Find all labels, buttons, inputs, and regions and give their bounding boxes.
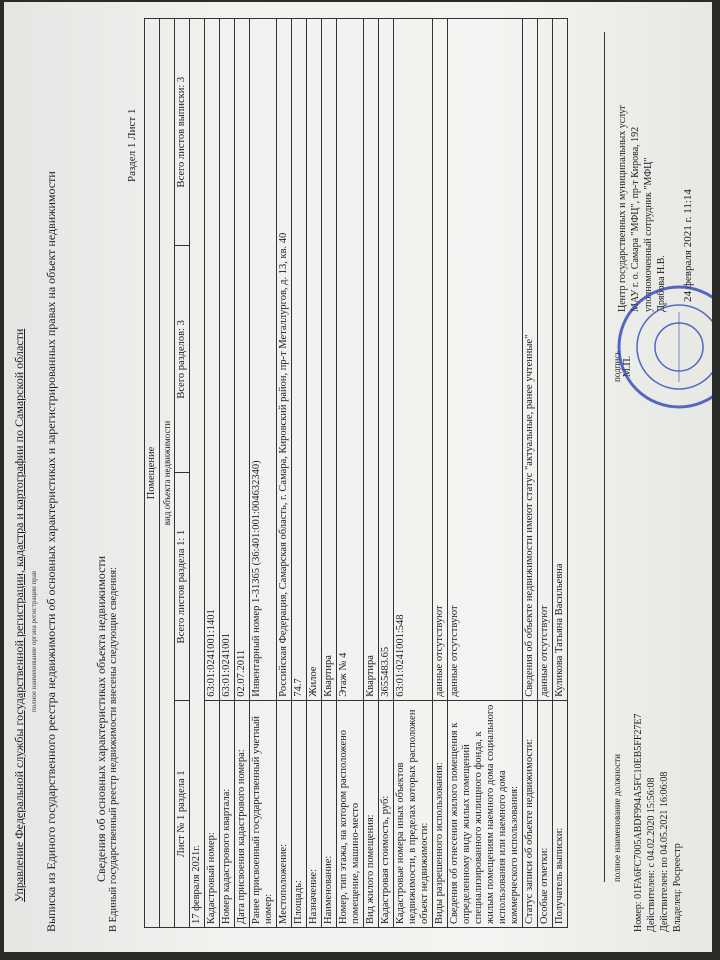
table-row: [205, 19, 220, 928]
row-label: Площадь:: [292, 700, 307, 927]
row-label: Наименование:: [322, 700, 337, 927]
mp-label: М.П.: [622, 355, 633, 377]
table-row: [379, 19, 394, 928]
issuer-line-1: Центр государственных и муниципальных услуг: [617, 104, 628, 312]
cert-number: Номер: 01FA6FC7005ABDF994A5FC10EB5FF27E7: [633, 713, 644, 932]
row-label: Статус записи об объекте недвижимости:: [523, 700, 538, 927]
table-date: 17 февраля 2021г.: [190, 19, 205, 928]
row-label: Кадастровая стоимость, руб:: [379, 700, 394, 927]
document-title: Выписка из Единого государственного реестра недвижимости об основных характеристиках и зарегистрированных правах на объект недвижимости: [44, 171, 58, 932]
table-row: [337, 19, 364, 928]
table-row: [538, 19, 553, 928]
row-value: Российская Федерация, Самарская область, г. Самара, Кировский район, пр-т Металлургов, д. 13, кв. 40: [277, 19, 292, 701]
row-value: 02.07.2011: [235, 19, 250, 701]
sheets-in-section: Всего листов раздела 1: 1: [175, 473, 190, 700]
row-label: Местоположение:: [277, 700, 292, 927]
agency-subcaption: полное наименование органа регистрации прав: [30, 570, 38, 712]
row-label: Кадастровые номера иных объектов недвижимости, в пределах которых расположен объект недвижимости:: [394, 700, 433, 927]
row-value: 63:01:0241001:1401: [205, 19, 220, 701]
document-sheet: [4, 2, 712, 952]
row-label: Номер кадастрового квартала:: [220, 700, 235, 927]
row-value: данные отсутствуют: [433, 19, 448, 701]
sections-total: Всего разделов: 3: [175, 246, 190, 473]
cert-valid-from: Действителен: с 04.02.2020 15:56:08: [646, 777, 657, 932]
row-label: Виды разрешенного использования:: [433, 700, 448, 927]
issuer-block: [616, 105, 668, 312]
table-rows: [205, 19, 568, 928]
cert-valid-to: Действителен: по 04.05.2021 16:06:08: [659, 771, 670, 932]
rotated-page: [4, 2, 704, 942]
certificate-block: [632, 714, 684, 933]
table-row: [523, 19, 538, 928]
row-label: Получатель выписки:: [553, 700, 568, 927]
issuer-line-3: уполномоченный сотрудник "МФЦ": [643, 157, 654, 312]
row-label: Вид жилого помещения:: [364, 700, 379, 927]
row-label: Дата присвоения кадастрового номера:: [235, 700, 250, 927]
table-row: [277, 19, 292, 928]
table-row: [220, 19, 235, 928]
table-row: [250, 19, 277, 928]
row-value: 63:01:0241001: [220, 19, 235, 701]
table-row: [322, 19, 337, 928]
row-value: Жилое: [307, 19, 322, 701]
signature-line: [604, 32, 605, 882]
row-value: Квартира: [322, 19, 337, 701]
sheet-no: Лист № 1 раздела 1: [175, 700, 190, 927]
row-label: Номер, тип этажа, на котором расположено помещение, машино-место: [337, 700, 364, 927]
row-value: Куликова Татьяна Васильевна: [553, 19, 568, 701]
table-row: [364, 19, 379, 928]
issue-date: 24 февраля 2021 г. 11:14: [682, 189, 694, 302]
row-value: Инвентарный номер 1-31365 (36:401:001:004632340): [250, 19, 277, 701]
table-row: [448, 19, 523, 928]
issuer-line-2: МАУ г. о. Самара "МФЦ", пр-т Кирова, 192: [630, 126, 641, 312]
table-row: [292, 19, 307, 928]
row-label: Назначение:: [307, 700, 322, 927]
sheets-total: Всего листов выписки: 3: [175, 19, 190, 246]
section-title: Сведения об основных характеристиках объекта недвижимости: [94, 555, 108, 882]
table-row: [433, 19, 448, 928]
row-value: 74.7: [292, 19, 307, 701]
object-type: Помещение: [145, 19, 160, 928]
row-value: Квартира: [364, 19, 379, 701]
intro-text: В Единый государственный реестр недвижимости внесены следующие сведения:: [108, 566, 119, 932]
row-value: 3655483.65: [379, 19, 394, 701]
object-type-sub: вид объекта недвижимости: [160, 19, 175, 928]
signature-label: подпись: [612, 350, 622, 382]
issuer-line-4: Дрябова Н.В.: [656, 255, 667, 312]
agency-header: Управление Федеральной службы государственной регистрации, кадастра и картографии по Самарской области: [12, 328, 26, 902]
row-value: Этаж № 4: [337, 19, 364, 701]
row-value: данные отсутствуют: [448, 19, 523, 701]
position-label: полное наименование должности: [612, 754, 622, 882]
row-value: 63:01:0241001:548: [394, 19, 433, 701]
table-row: [235, 19, 250, 928]
cert-owner: Владелец: Росреестр: [672, 843, 683, 932]
row-label: Кадастровый номер:: [205, 700, 220, 927]
table-row: [553, 19, 568, 928]
round-stamp-icon: [614, 282, 712, 412]
row-value: Сведения об объекте недвижимости имеют статус "актуальные, ранее учтенные": [523, 19, 538, 701]
row-label: Сведения об отнесении жилого помещения к определенному виду жилых помещений специализированного жилищного фонда, к жилым помещениям наемного дома социального использования или наемного дома коммерческого использования:: [448, 700, 523, 927]
table-row: [394, 19, 433, 928]
row-label: Особые отметки:: [538, 700, 553, 927]
table-row: [307, 19, 322, 928]
row-label: Ранее присвоенный государственный учетный номер:: [250, 700, 277, 927]
row-value: данные отсутствуют: [538, 19, 553, 701]
razdel-label: Раздел 1 Лист 1: [126, 108, 138, 182]
characteristics-table: [144, 18, 568, 928]
